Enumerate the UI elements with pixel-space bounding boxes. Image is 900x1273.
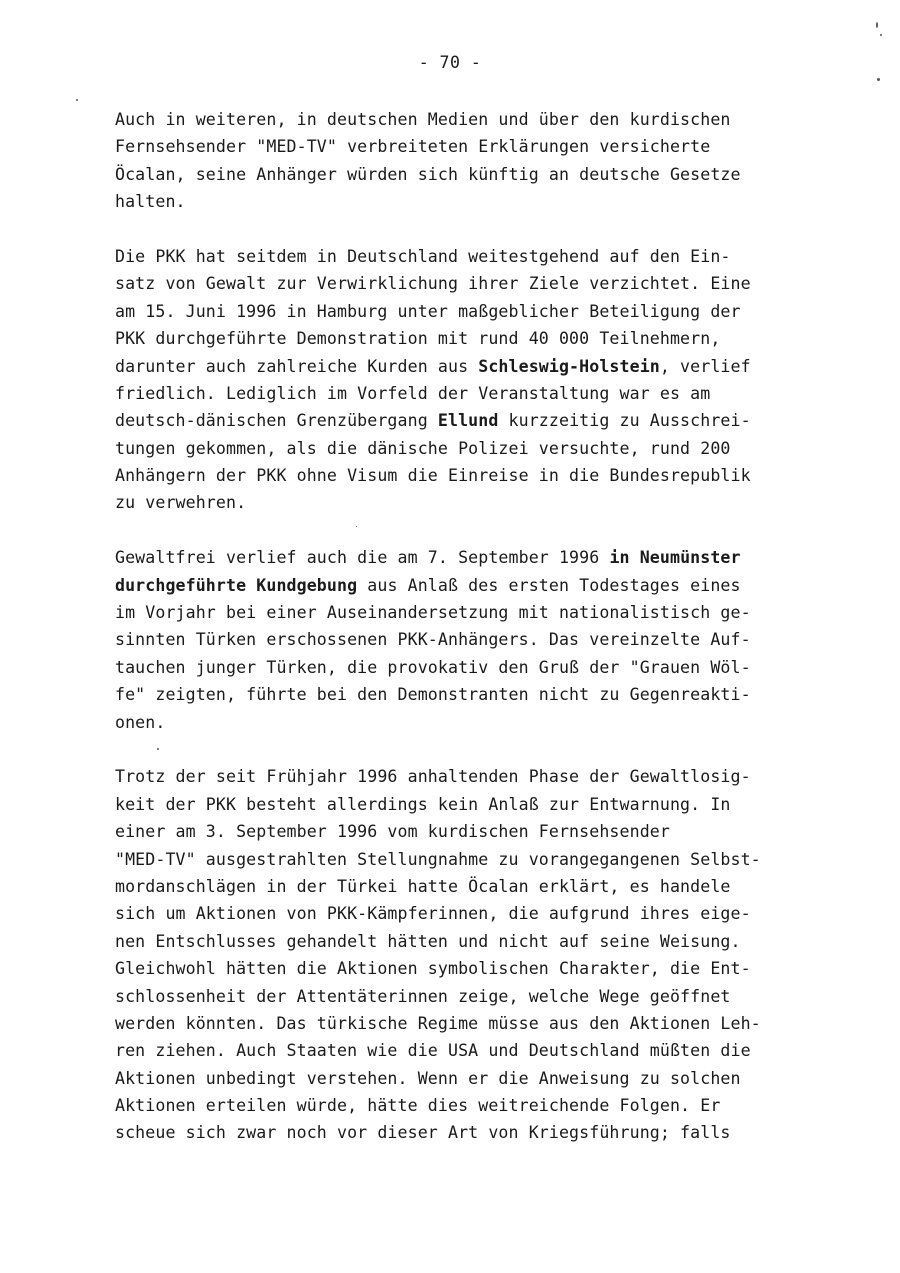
text-segment: nen Entschlusses gehandelt hätten und nicht auf seine Weisung. (115, 931, 741, 951)
text-line (115, 1092, 855, 1119)
text-line (115, 818, 855, 845)
text-segment: ren ziehen. Auch Staaten wie die USA und Deutschland müßten die (115, 1041, 751, 1061)
text-segment: Anhängern der PKK ohne Visum die Einreise in die Bundesrepublik (115, 466, 751, 486)
text-segment: Gewaltfrei verlief auch die am 7. September 1996 (115, 548, 610, 568)
text-line (115, 626, 855, 653)
scan-speck (157, 748, 159, 750)
text-line (115, 298, 855, 325)
text-segment: im Vorjahr bei einer Auseinandersetzung mit nationalistisch ge- (115, 603, 751, 623)
text-line (115, 188, 855, 215)
text-line (115, 654, 855, 681)
emphasized-text: Schleswig-Holstein (478, 356, 660, 376)
text-line (115, 572, 855, 599)
text-line (115, 928, 855, 955)
paragraph-gap (115, 216, 855, 243)
text-line (115, 873, 855, 900)
text-line (115, 1065, 855, 1092)
paragraph-2 (115, 243, 855, 517)
text-segment: deutsch-dänischen Grenzübergang (115, 411, 438, 431)
text-line (115, 1119, 855, 1146)
text-segment: sinnten Türken erschossenen PKK-Anhängers. Das vereinzelte Auf- (115, 630, 751, 650)
text-line (115, 243, 855, 270)
text-line (115, 435, 855, 462)
text-line (115, 380, 855, 407)
text-segment: tungen gekommen, als die dänische Polizei versuchte, rund 200 (115, 438, 731, 458)
text-segment: sich um Aktionen von PKK-Kämpferinnen, die aufgrund ihres eige- (115, 904, 751, 924)
text-line (115, 353, 855, 380)
text-segment: PKK durchgeführte Demonstration mit rund 40 000 Teilnehmern, (115, 329, 721, 349)
text-segment: Gleichwohl hätten die Aktionen symbolischen Charakter, die Ent- (115, 959, 751, 979)
text-segment: Aktionen erteilen würde, hätte dies weitreichende Folgen. Er (115, 1096, 721, 1116)
text-line (115, 1010, 855, 1037)
text-segment: schlossenheit der Attentäterinnen zeige, welche Wege geöffnet (115, 986, 731, 1006)
text-segment: halten. (115, 192, 186, 212)
text-segment: satz von Gewalt zur Verwirklichung ihrer Ziele verzichtet. Eine (115, 274, 751, 294)
text-segment: Öcalan, seine Anhänger würden sich künftig an deutsche Gesetze (115, 164, 741, 184)
paragraph-3 (115, 544, 855, 736)
emphasized-text: durchgeführte Kundgebung (115, 575, 358, 595)
text-line (115, 407, 855, 434)
text-segment: Auch in weiteren, in deutschen Medien und über den kurdischen (115, 110, 731, 129)
text-line (115, 599, 855, 626)
text-line (115, 544, 855, 571)
text-line (115, 791, 855, 818)
text-segment: zu verwehren. (115, 493, 247, 513)
text-line (115, 846, 855, 873)
scan-speck (76, 99, 78, 101)
emphasized-text: in Neumünster (609, 548, 741, 568)
text-segment: fe" zeigten, führte bei den Demonstranten nicht zu Gegenreakti- (115, 685, 751, 705)
text-segment: aus Anlaß des ersten Todestages eines (357, 575, 741, 595)
text-line (115, 462, 855, 489)
text-line (115, 270, 855, 297)
text-segment: friedlich. Lediglich im Vorfeld der Veranstaltung war es am (115, 383, 711, 403)
text-segment: Fernsehsender "MED-TV" verbreiteten Erklärungen versicherte (115, 137, 711, 157)
text-segment: tauchen junger Türken, die provokativ den Gruß der "Grauen Wöl- (115, 657, 751, 677)
text-segment: am 15. Juni 1996 in Hamburg unter maßgeblicher Beteiligung der (115, 301, 741, 321)
text-line (115, 133, 855, 160)
text-line (115, 681, 855, 708)
text-line (115, 955, 855, 982)
text-segment: scheue sich zwar noch vor dieser Art von Kriegsführung; falls (115, 1123, 731, 1143)
body-text (115, 106, 855, 1147)
paragraph-gap (115, 736, 855, 763)
page-number: - 70 - (418, 53, 482, 72)
text-segment: darunter auch zahlreiche Kurden aus (115, 356, 479, 376)
emphasized-text: Ellund (437, 411, 499, 431)
scan-speck (876, 22, 878, 28)
scan-speck (880, 34, 882, 36)
text-segment: Aktionen unbedingt verstehen. Wenn er die Anweisung zu solchen (115, 1068, 741, 1088)
text-segment: mordanschlägen in der Türkei hatte Öcalan erklärt, es handele (115, 876, 731, 896)
paragraph-4 (115, 763, 855, 1146)
text-line (115, 1037, 855, 1064)
text-line (115, 763, 855, 790)
text-segment: einer am 3. September 1996 vom kurdischen Fernsehsender (115, 822, 670, 842)
text-segment: keit der PKK besteht allerdings kein Anlaß zur Entwarnung. In (115, 794, 731, 814)
text-segment: onen. (115, 712, 166, 732)
text-line (115, 983, 855, 1010)
text-segment: "MED-TV" ausgestrahlten Stellungnahme zu vorangegangenen Selbst- (115, 849, 761, 869)
text-segment: , verlief (659, 356, 751, 376)
text-line (115, 489, 855, 516)
text-segment: kurzzeitig zu Ausschrei- (498, 411, 751, 431)
text-line (115, 106, 855, 133)
text-line (115, 900, 855, 927)
text-segment: werden könnten. Das türkische Regime müsse aus den Aktionen Leh- (115, 1013, 761, 1033)
scan-speck (356, 526, 357, 527)
paragraph-1 (115, 106, 855, 216)
scan-speck (877, 78, 880, 81)
paragraph-gap (115, 517, 855, 544)
text-line (115, 709, 855, 736)
text-line (115, 325, 855, 352)
text-line (115, 161, 855, 188)
text-segment: Trotz der seit Frühjahr 1996 anhaltenden Phase der Gewaltlosig- (115, 767, 751, 787)
text-segment: Die PKK hat seitdem in Deutschland weitestgehend auf den Ein- (115, 246, 731, 266)
